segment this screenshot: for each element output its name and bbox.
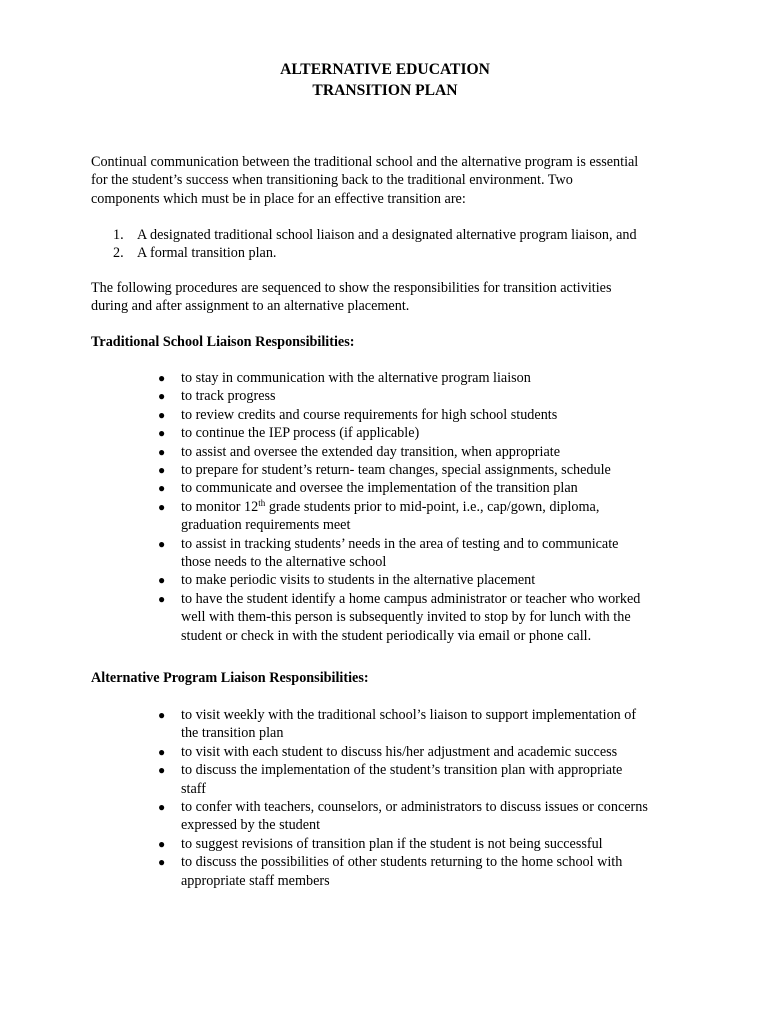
- bullet-icon: ●: [158, 463, 166, 478]
- procedures-line: during and after assignment to an alternative placement.: [91, 298, 410, 315]
- bullet-line: graduation requirements meet: [181, 517, 351, 534]
- bullet-item: [158, 798, 688, 835]
- bullet-icon: ●: [158, 708, 166, 722]
- bullet-item: [158, 479, 688, 497]
- intro-line: for the student’s success when transitioning back to the traditional environment. Two: [91, 172, 573, 189]
- bullet-line: to have the student identify a home campus administrator or teacher who worked: [181, 590, 641, 607]
- bullet-icon: ●: [158, 426, 166, 441]
- bullet-icon: ●: [158, 836, 166, 851]
- bullet-icon: ●: [158, 389, 166, 404]
- bullet-line: to discuss the implementation of the student’s transition plan with appropriate: [181, 762, 623, 779]
- component-item: [113, 226, 713, 244]
- intro-paragraph: [91, 153, 691, 208]
- title-line-2: TRANSITION PLAN: [312, 82, 458, 99]
- traditional-list: [158, 369, 688, 645]
- bullet-icon: ●: [158, 407, 166, 422]
- bullet-line: to assist in tracking students’ needs in the area of testing and to communicate: [181, 535, 619, 552]
- bullet-line: staff: [181, 780, 206, 797]
- bullet-line: to assist and oversee the extended day transition, when appropriate: [181, 443, 561, 460]
- components-list: [113, 226, 713, 263]
- component-text: A formal transition plan.: [137, 245, 277, 262]
- bullet-line: to discuss the possibilities of other students returning to the home school with: [181, 854, 623, 871]
- bullet-line: [181, 498, 688, 516]
- superscript-text: th: [258, 497, 266, 508]
- bullet-line: student or check in with the student periodically via email or phone call.: [181, 627, 592, 644]
- component-text: A designated traditional school liaison and a designated alternative program liaison, and: [137, 227, 637, 243]
- bullet-icon: ●: [158, 536, 166, 551]
- bullet-line: the transition plan: [181, 725, 284, 742]
- bullet-icon: ●: [158, 371, 166, 385]
- bullet-icon: ●: [158, 855, 166, 870]
- bullet-item: [158, 835, 688, 853]
- alternative-list: [158, 706, 688, 890]
- bullet-icon: ●: [158, 591, 166, 606]
- bullet-line: expressed by the student: [181, 817, 321, 834]
- bullet-item: [158, 853, 688, 890]
- component-number: 2.: [113, 245, 124, 262]
- bullet-icon: ●: [158, 573, 166, 588]
- bullet-item: [158, 571, 688, 589]
- bullet-item: [158, 706, 688, 743]
- bullet-line: to suggest revisions of transition plan if the student is not being successful: [181, 835, 603, 852]
- procedures-line: The following procedures are sequenced to show the responsibilities for transition activities: [91, 280, 612, 296]
- bullet-item: [158, 369, 688, 387]
- bullet-icon: ●: [158, 763, 166, 778]
- bullet-item: [158, 387, 688, 405]
- bullet-text: to monitor 12: [181, 498, 259, 515]
- bullet-line: those needs to the alternative school: [181, 554, 387, 571]
- bullet-line: to prepare for student’s return- team changes, special assignments, schedule: [181, 462, 611, 479]
- bullet-item: [158, 761, 688, 798]
- component-item: [113, 244, 713, 262]
- bullet-item: [158, 498, 688, 535]
- bullet-line: appropriate staff members: [181, 872, 330, 889]
- bullet-line: well with them-this person is subsequently invited to stop by for lunch with the: [181, 609, 631, 626]
- bullet-icon: ●: [158, 744, 166, 759]
- alternative-heading: Alternative Program Liaison Responsibilities:: [91, 670, 369, 686]
- bullet-text: grade students prior to mid-point, i.e., cap/gown, diploma,: [265, 498, 600, 515]
- bullet-line: to make periodic visits to students in the alternative placement: [181, 572, 536, 589]
- bullet-item: [158, 743, 688, 761]
- procedures-paragraph: [91, 279, 691, 316]
- bullet-line: to communicate and oversee the implementation of the transition plan: [181, 480, 578, 497]
- component-number: 1.: [113, 227, 124, 243]
- bullet-item: [158, 406, 688, 424]
- bullet-item: [158, 443, 688, 461]
- intro-line: Continual communication between the traditional school and the alternative program is essential: [91, 154, 639, 170]
- bullet-line: to stay in communication with the alternative program liaison: [181, 370, 531, 386]
- title-line-1: ALTERNATIVE EDUCATION: [280, 61, 490, 78]
- document-title: [0, 59, 770, 101]
- bullet-line: to confer with teachers, counselors, or administrators to discuss issues or concerns: [181, 799, 648, 816]
- bullet-line: to visit weekly with the traditional school’s liaison to support implementation of: [181, 707, 637, 723]
- bullet-icon: ●: [158, 481, 166, 496]
- bullet-icon: ●: [158, 444, 166, 459]
- bullet-icon: ●: [158, 800, 166, 815]
- bullet-icon: ●: [158, 499, 166, 514]
- bullet-line: to track progress: [181, 388, 276, 405]
- bullet-item: [158, 590, 688, 645]
- bullet-line: to visit with each student to discuss his/her adjustment and academic success: [181, 743, 618, 760]
- bullet-item: [158, 424, 688, 442]
- traditional-heading: Traditional School Liaison Responsibilities:: [91, 334, 355, 350]
- intro-line: components which must be in place for an effective transition are:: [91, 190, 466, 207]
- bullet-line: to review credits and course requirements for high school students: [181, 406, 558, 423]
- bullet-line: to continue the IEP process (if applicable): [181, 425, 420, 442]
- bullet-item: [158, 535, 688, 572]
- bullet-item: [158, 461, 688, 479]
